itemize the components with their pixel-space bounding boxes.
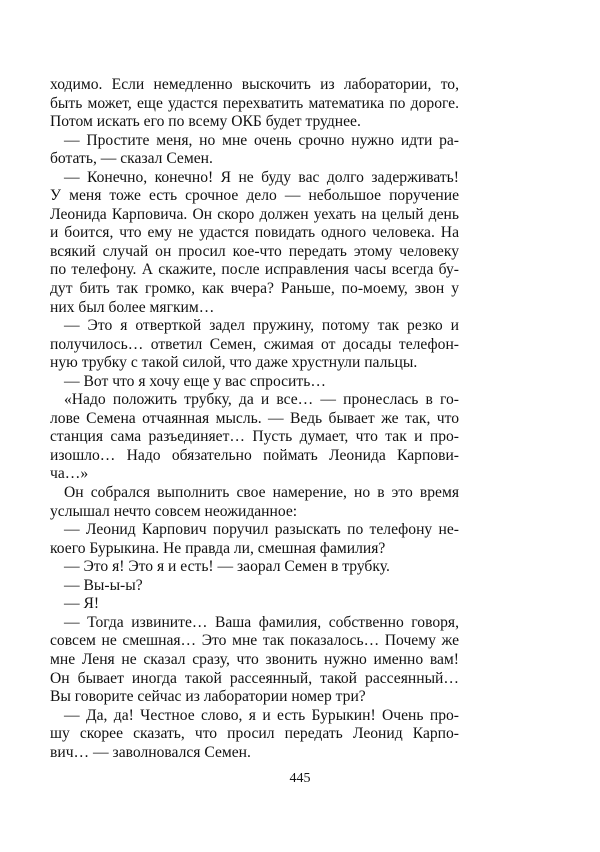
text-line: изошло… Надо обязательно поймать Леонида Карпови- bbox=[50, 446, 459, 464]
text-line: и боится, что ему не удастся повидать одного человека. На bbox=[50, 224, 459, 242]
text-line: лове Семена отчаянная мысль. — Ведь бывает же так, что bbox=[50, 409, 459, 427]
text-line: Вы говорите сейчас из лаборатории номер три? bbox=[50, 688, 366, 706]
text-line: Он бывает иногда такой рассеянный, такой рассеянный… bbox=[50, 669, 459, 687]
text-line: них был более мягким… bbox=[50, 298, 215, 316]
text-line: совсем не смешная… Это мне так показалось… Почему же bbox=[50, 632, 459, 650]
text-line: «Надо положить трубку, да и все… — пронеслась в го- bbox=[64, 391, 459, 409]
text-line: — Это я! Это я и есть! — заорал Семен в трубку. bbox=[64, 558, 390, 576]
text-line: Он собрался выполнить свое намерение, но в это время bbox=[64, 484, 459, 502]
text-line: — Я! bbox=[64, 595, 100, 613]
body-text bbox=[50, 76, 459, 762]
text-line: — Леонид Карпович поручил разыскать по телефону не- bbox=[64, 521, 459, 539]
text-line: услышал нечто совсем неожиданное: bbox=[50, 502, 298, 520]
text-line: Леонида Карповича. Он скоро должен уехать на целый день bbox=[50, 205, 459, 223]
text-line: У меня тоже есть срочное дело — небольшое поручение bbox=[50, 187, 459, 205]
text-line: ную трубку с такой силой, что даже хрустнули пальцы. bbox=[50, 354, 418, 372]
text-line: — Простите меня, но мне очень срочно нужно идти ра- bbox=[64, 131, 459, 149]
text-line: ча…» bbox=[50, 465, 89, 483]
text-line: — Тогда извините… Ваша фамилия, собственно говоря, bbox=[64, 613, 459, 631]
text-line: станция сама разъединяет… Пусть думает, что так и про- bbox=[50, 428, 459, 446]
text-line: коего Бурыкина. Не правда ли, смешная фамилия? bbox=[50, 539, 386, 557]
text-line: Потом искать его по всему ОКБ будет труднее. bbox=[50, 113, 361, 131]
text-line: — Это я отверткой задел пружину, потому так резко и bbox=[64, 317, 459, 335]
text-line: по телефону. А скажите, после исправления часы всегда бу- bbox=[50, 261, 459, 279]
text-line: ботать, — сказал Семен. bbox=[50, 150, 213, 168]
text-line: — Вы-ы-ы? bbox=[64, 576, 143, 594]
text-line: мне Леня не сказал сразу, что звонить нужно именно вам! bbox=[50, 650, 459, 668]
text-line: — Да, да! Честное слово, я и есть Бурыкин! Очень про- bbox=[64, 706, 459, 724]
text-line: шу скорее сказать, что просил передать Леонид Карпо- bbox=[50, 725, 459, 743]
text-line: ходимо. Если немедленно выскочить из лаборатории, то, bbox=[50, 76, 459, 93]
text-line: вич… — заволновался Семен. bbox=[50, 743, 251, 761]
text-line: всякий случай он просил кое-что передать этому человеку bbox=[50, 242, 459, 260]
text-line: дут бить так громко, как вчера? Раньше, по-моему, звон у bbox=[50, 280, 459, 298]
page-number: 445 bbox=[289, 771, 311, 786]
text-line: быть может, еще удастся перехватить математика по дороге. bbox=[50, 94, 459, 112]
text-line: — Конечно, конечно! Я не буду вас долго задерживать! bbox=[64, 168, 459, 186]
text-line: — Вот что я хочу еще у вас спросить… bbox=[64, 372, 326, 390]
text-line: получилось… ответил Семен, сжимая от досады телефон- bbox=[50, 335, 459, 353]
